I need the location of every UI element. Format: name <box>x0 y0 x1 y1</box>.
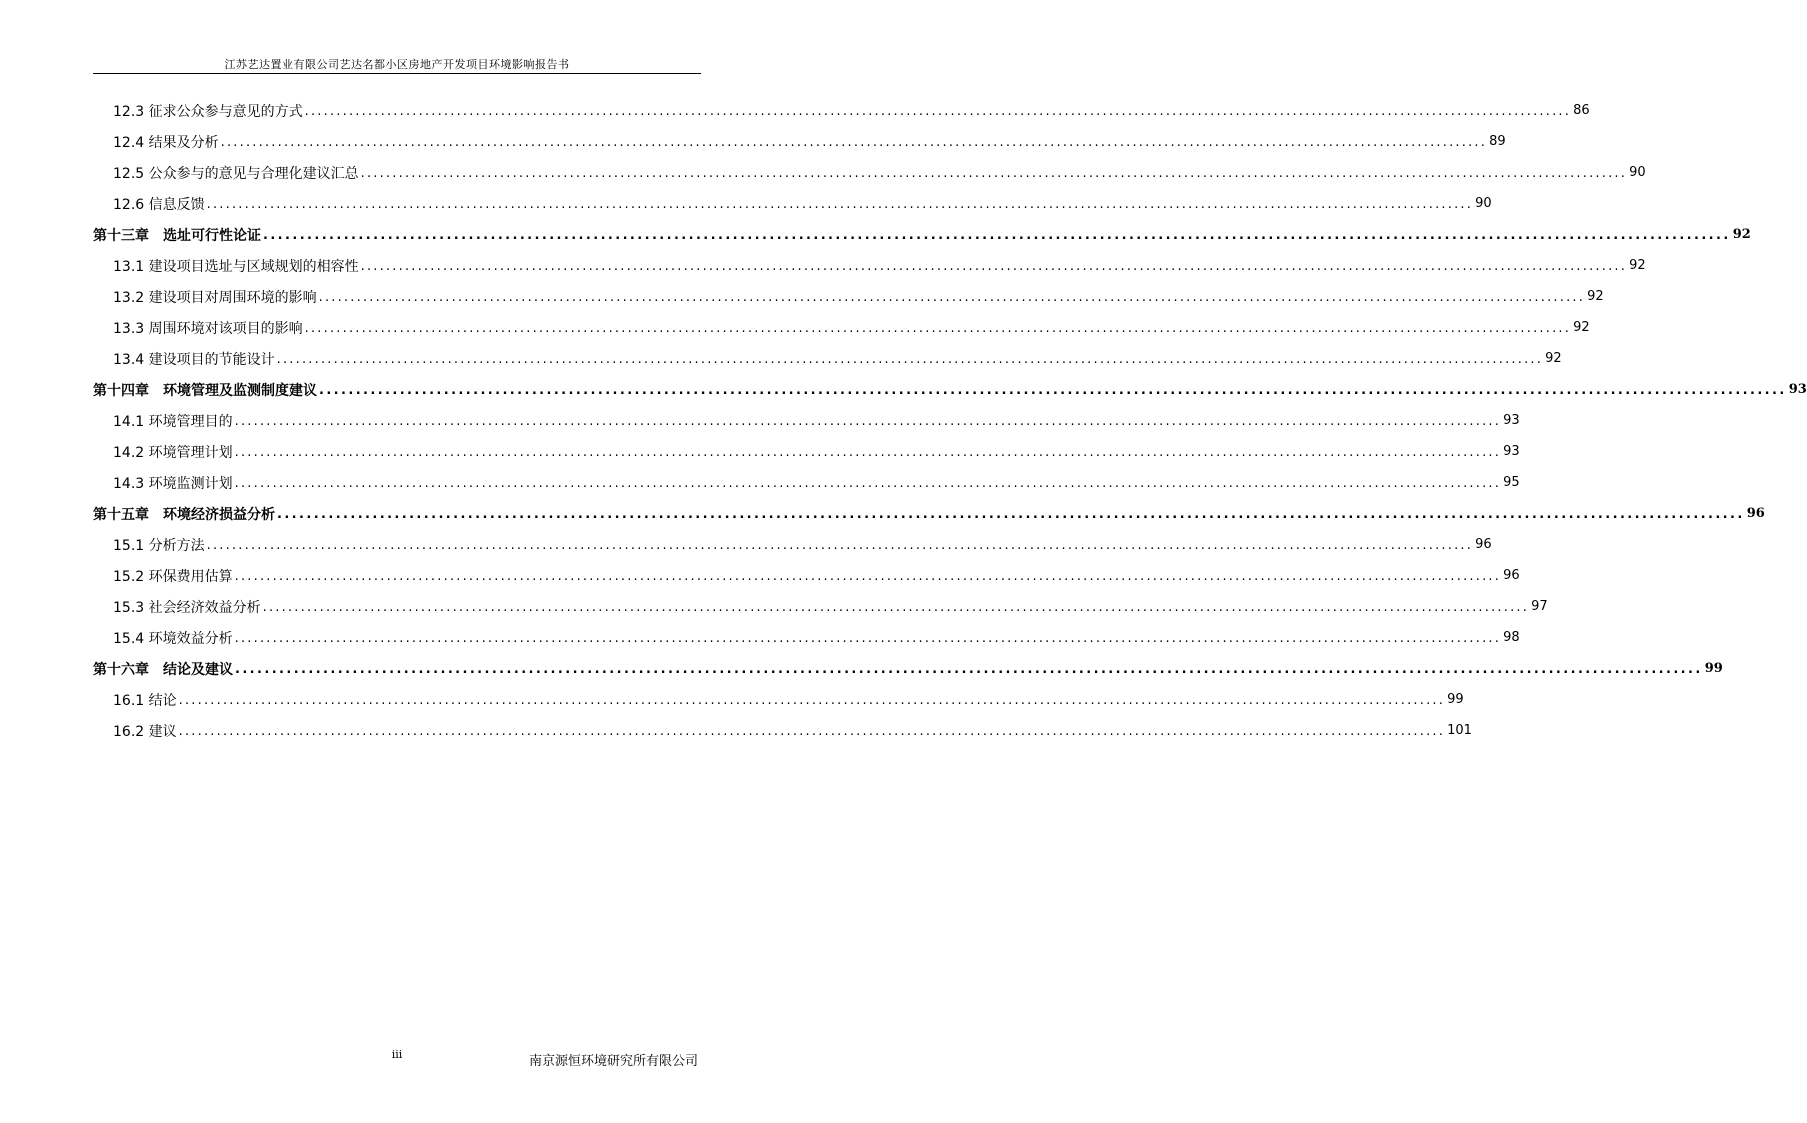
toc-section-entry[interactable] <box>93 467 1520 498</box>
toc-leader-dots: ........................................................................................................................................................................................................ <box>234 445 1502 460</box>
toc-leader-dots: ........................................................................................................................................................................................................ <box>220 135 1488 150</box>
toc-entry-label: 12.4 结果及分析 <box>93 132 221 152</box>
toc-section-entry[interactable] <box>93 405 1520 436</box>
toc-entry-page: 90 <box>1629 165 1646 180</box>
toc-section-entry[interactable] <box>93 622 1520 653</box>
toc-entry-page: 97 <box>1531 599 1548 614</box>
toc-entry-page: 96 <box>1746 506 1765 521</box>
toc-leader-dots: ........................................................................................................................................................................................................ <box>319 383 1787 398</box>
toc-leader-dots: ........................................................................................................................................................................................................ <box>234 476 1502 491</box>
toc-entry-label: 14.1 环境管理目的 <box>93 411 235 431</box>
toc-section-entry[interactable] <box>93 188 1492 219</box>
toc-entry-page: 92 <box>1545 351 1562 366</box>
toc-entry-label: 第十六章 结论及建议 <box>93 659 235 679</box>
toc-leader-dots: ........................................................................................................................................................................................................ <box>235 662 1703 677</box>
toc-entry-label: 13.4 建设项目的节能设计 <box>93 349 277 369</box>
toc-entry-label: 15.3 社会经济效益分析 <box>93 597 263 617</box>
page-number: iii <box>391 1048 403 1061</box>
toc-leader-dots: ........................................................................................................................................................................................................ <box>304 321 1572 336</box>
toc-leader-dots: ........................................................................................................................................................................................................ <box>206 197 1474 212</box>
toc-entry-label: 第十五章 环境经济损益分析 <box>93 504 277 524</box>
toc-entry-label: 16.1 结论 <box>93 690 179 710</box>
toc-entry-label: 15.4 环境效益分析 <box>93 628 235 648</box>
toc-entry-label: 15.1 分析方法 <box>93 535 207 555</box>
table-of-contents <box>93 95 1807 746</box>
toc-leader-dots: ........................................................................................................................................................................................................ <box>277 507 1745 522</box>
toc-entry-label: 12.3 征求公众参与意见的方式 <box>93 101 305 121</box>
toc-section-entry[interactable] <box>93 343 1562 374</box>
toc-entry-page: 93 <box>1503 413 1520 428</box>
toc-section-entry[interactable] <box>93 95 1590 126</box>
toc-section-entry[interactable] <box>93 126 1506 157</box>
organization-name: 南京源恒环境研究所有限公司 <box>528 1054 698 1069</box>
header-divider <box>93 73 701 74</box>
toc-entry-page: 89 <box>1489 134 1506 149</box>
toc-entry-label: 15.2 环保费用估算 <box>93 566 235 586</box>
toc-entry-page: 92 <box>1573 320 1590 335</box>
toc-leader-dots: ........................................................................................................................................................................................................ <box>276 352 1544 367</box>
toc-entry-page: 93 <box>1788 382 1807 397</box>
toc-entry-page: 98 <box>1503 630 1520 645</box>
toc-entry-page: 99 <box>1447 692 1464 707</box>
toc-entry-page: 92 <box>1629 258 1646 273</box>
toc-chapter-entry[interactable] <box>93 498 1765 529</box>
toc-entry-page: 86 <box>1573 103 1590 118</box>
toc-entry-label: 13.1 建设项目选址与区域规划的相容性 <box>93 256 361 276</box>
toc-leader-dots: ........................................................................................................................................................................................................ <box>304 104 1572 119</box>
toc-entry-label: 13.2 建设项目对周围环境的影响 <box>93 287 319 307</box>
toc-section-entry[interactable] <box>93 684 1464 715</box>
toc-leader-dots: ........................................................................................................................................................................................................ <box>263 228 1731 243</box>
toc-section-entry[interactable] <box>93 436 1520 467</box>
toc-entry-page: 99 <box>1704 661 1723 676</box>
toc-entry-label: 第十四章 环境管理及监测制度建议 <box>93 380 319 400</box>
toc-entry-page: 101 <box>1447 723 1472 738</box>
toc-leader-dots: ........................................................................................................................................................................................................ <box>206 538 1474 553</box>
document-header-title: 江苏艺达置业有限公司艺达名都小区房地产开发项目环境影响报告书 <box>224 58 570 71</box>
toc-section-entry[interactable] <box>93 312 1590 343</box>
toc-section-entry[interactable] <box>93 529 1492 560</box>
toc-leader-dots: ........................................................................................................................................................................................................ <box>234 569 1502 584</box>
toc-entry-page: 95 <box>1503 475 1520 490</box>
toc-chapter-entry[interactable] <box>93 653 1723 684</box>
toc-chapter-entry[interactable] <box>93 374 1807 405</box>
toc-section-entry[interactable] <box>93 715 1472 746</box>
toc-entry-label: 13.3 周围环境对该项目的影响 <box>93 318 305 338</box>
toc-entry-page: 92 <box>1732 227 1751 242</box>
toc-entry-label: 12.6 信息反馈 <box>93 194 207 214</box>
toc-section-entry[interactable] <box>93 157 1646 188</box>
toc-leader-dots: ........................................................................................................................................................................................................ <box>234 414 1502 429</box>
toc-entry-label: 第十三章 选址可行性论证 <box>93 225 263 245</box>
toc-entry-page: 96 <box>1503 568 1520 583</box>
toc-leader-dots: ........................................................................................................................................................................................................ <box>360 259 1628 274</box>
toc-entry-label: 14.2 环境管理计划 <box>93 442 235 462</box>
toc-leader-dots: ........................................................................................................................................................................................................ <box>178 724 1446 739</box>
toc-section-entry[interactable] <box>93 250 1646 281</box>
toc-leader-dots: ........................................................................................................................................................................................................ <box>234 631 1502 646</box>
toc-leader-dots: ........................................................................................................................................................................................................ <box>178 693 1446 708</box>
toc-entry-page: 92 <box>1587 289 1604 304</box>
toc-entry-page: 90 <box>1475 196 1492 211</box>
toc-leader-dots: ........................................................................................................................................................................................................ <box>262 600 1530 615</box>
toc-entry-label: 14.3 环境监测计划 <box>93 473 235 493</box>
toc-leader-dots: ........................................................................................................................................................................................................ <box>318 290 1586 305</box>
toc-chapter-entry[interactable] <box>93 219 1751 250</box>
toc-section-entry[interactable] <box>93 591 1548 622</box>
toc-entry-label: 16.2 建议 <box>93 721 179 741</box>
toc-entry-label: 12.5 公众参与的意见与合理化建议汇总 <box>93 163 361 183</box>
toc-entry-page: 93 <box>1503 444 1520 459</box>
toc-section-entry[interactable] <box>93 560 1520 591</box>
toc-entry-page: 96 <box>1475 537 1492 552</box>
toc-section-entry[interactable] <box>93 281 1604 312</box>
toc-leader-dots: ........................................................................................................................................................................................................ <box>360 166 1628 181</box>
